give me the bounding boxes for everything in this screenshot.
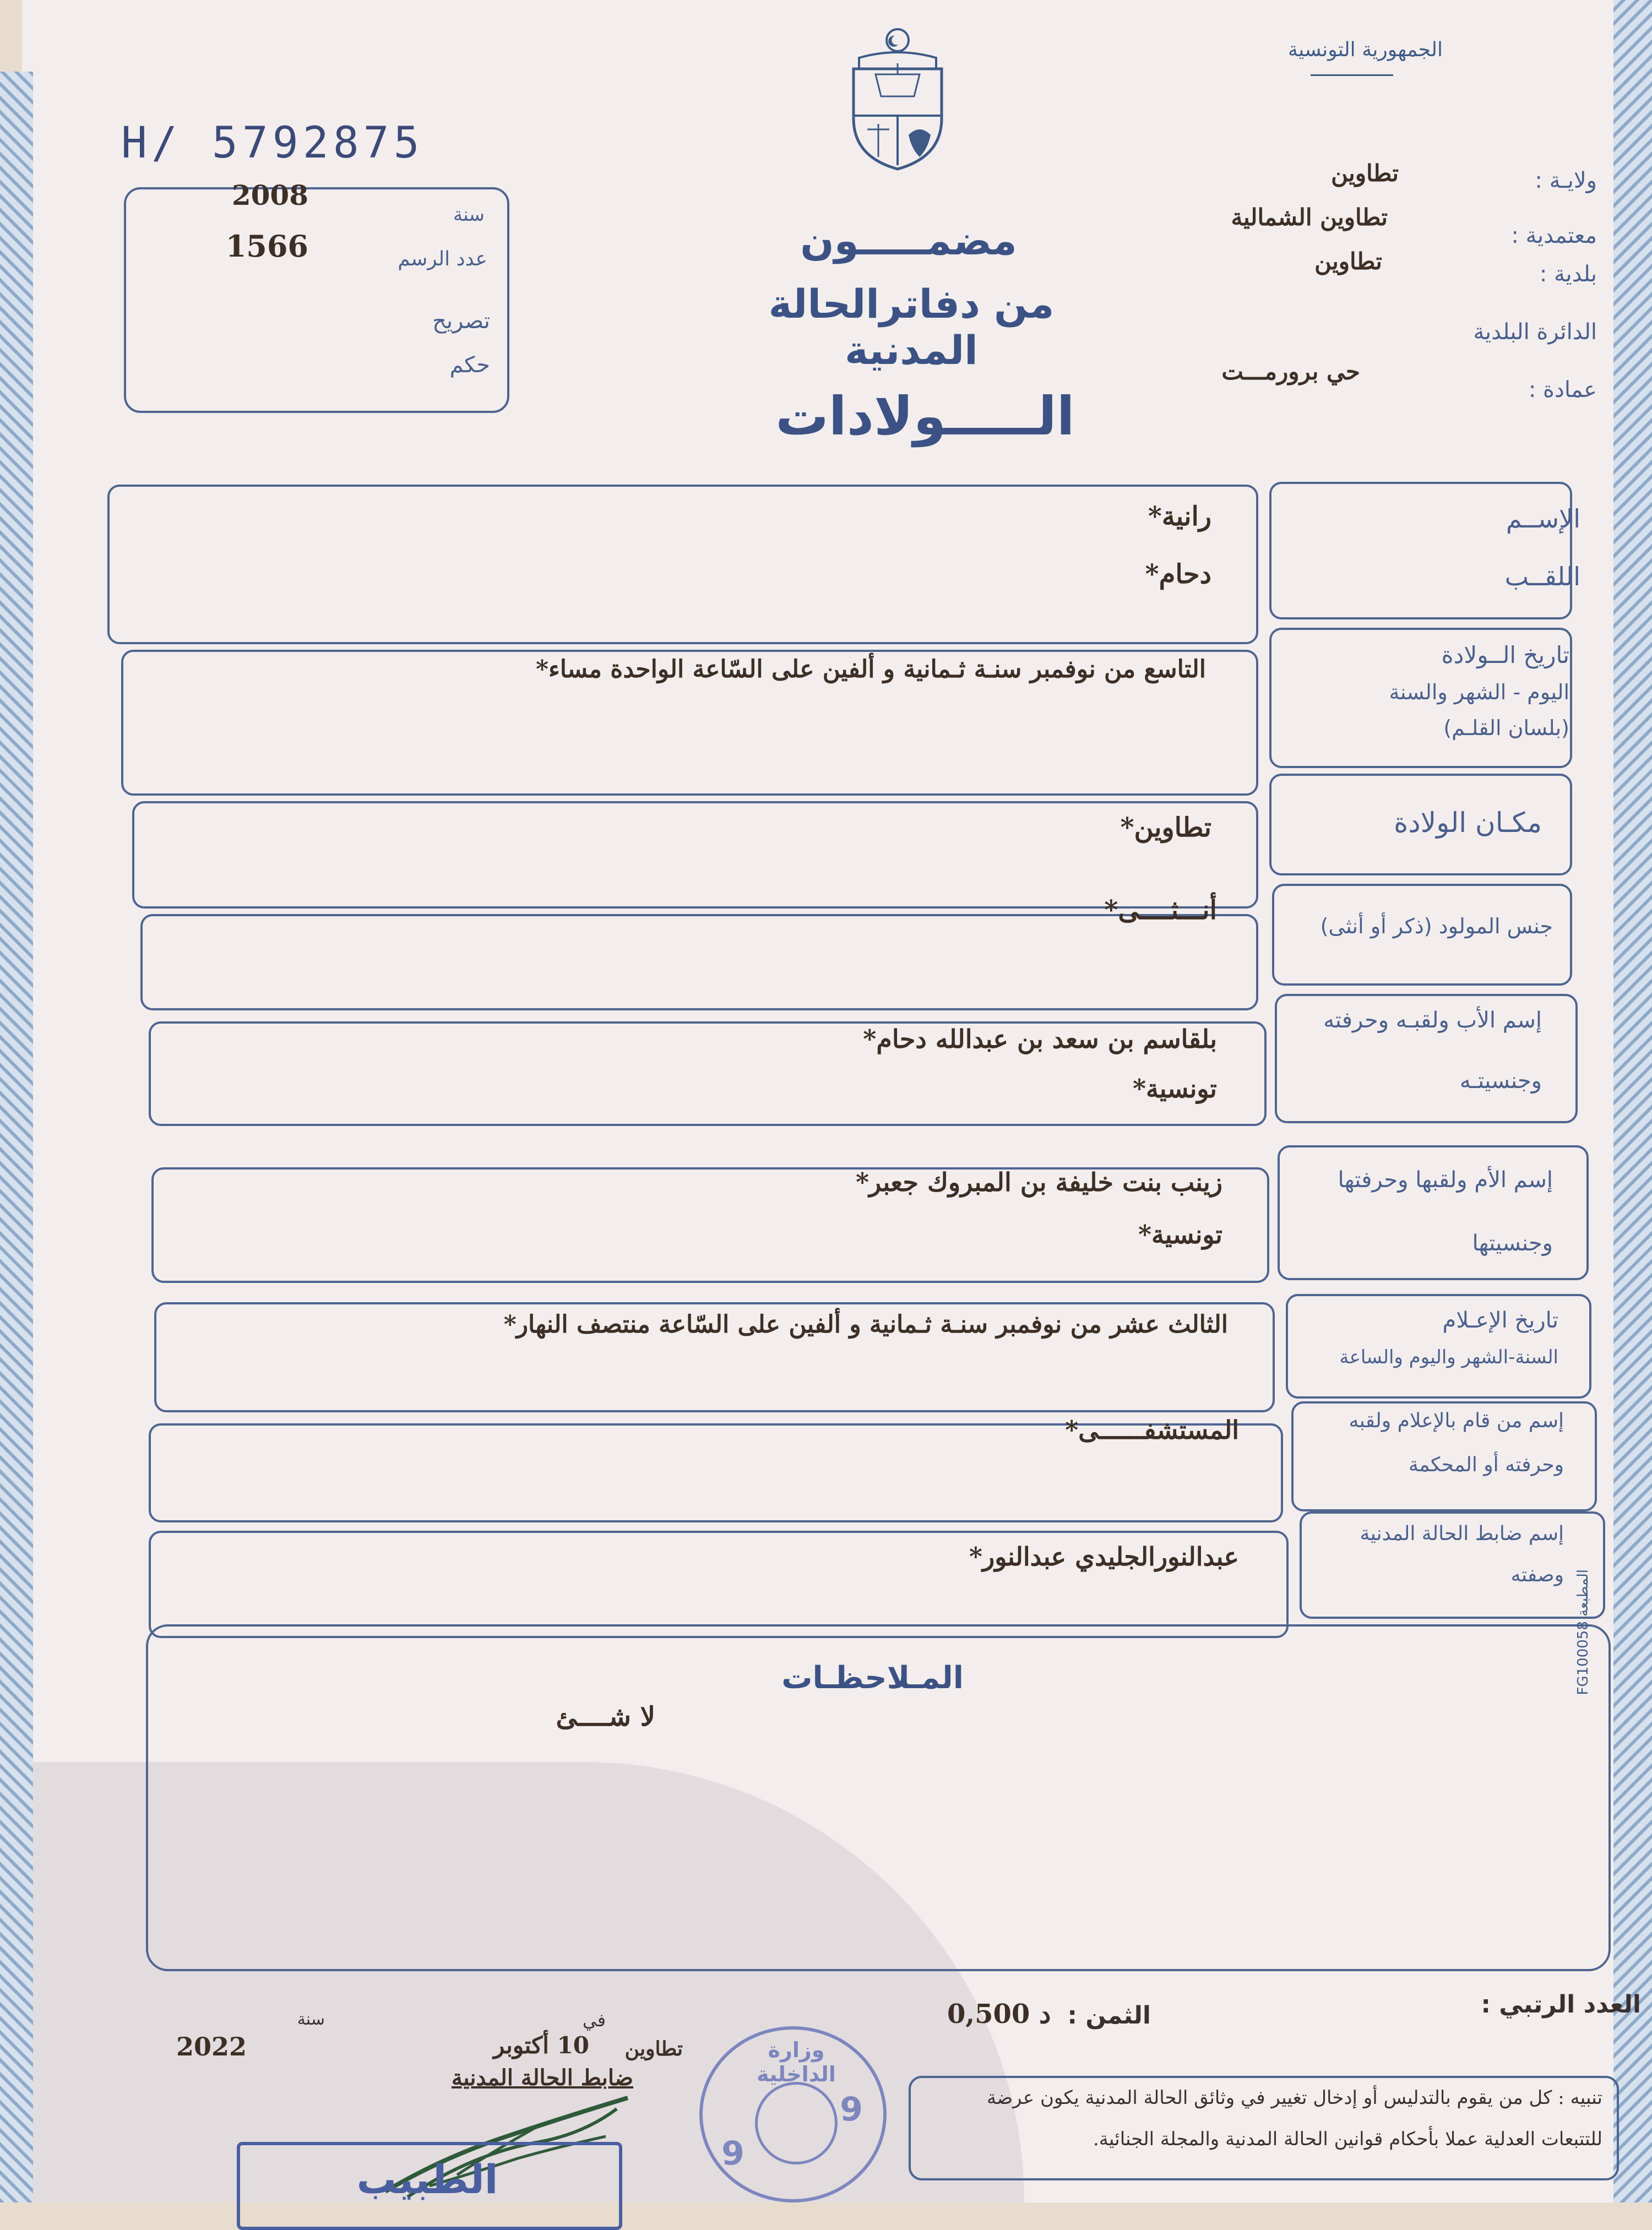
- sex-label: جنس المولود (ذكر أو أنثى): [1320, 914, 1553, 938]
- municipality-label: بلدية :: [1539, 262, 1597, 287]
- remarks-value: لا شــــئ: [556, 1701, 655, 1732]
- declaration-date-label-1: تاريخ الإعـلام: [1442, 1308, 1558, 1333]
- declarant-value: المستشفــــــى*: [1065, 1415, 1239, 1445]
- remarks-title: المـلاحظـات: [781, 1660, 964, 1696]
- bottom-stamp-text: الطبيب: [356, 2156, 498, 2202]
- surname-value: دحام*: [1145, 559, 1211, 590]
- municipality-value: تطاوين: [1314, 248, 1382, 275]
- mother-label-1: إسم الأم ولقبها وحرفتها: [1338, 1167, 1553, 1193]
- title-line-1: مضمـــــون: [800, 217, 1017, 264]
- stamp-number-left: 9: [721, 2134, 745, 2173]
- birthplace-value: تطاوين*: [1120, 812, 1211, 843]
- name-label: الإســم: [1506, 504, 1580, 534]
- stamp-number-right: 9: [840, 2090, 863, 2129]
- officer-label-1: إسم ضابط الحالة المدنية: [1360, 1522, 1564, 1545]
- left-guilloche-border: [0, 72, 33, 2202]
- wilaya-value: تطاوين: [1331, 160, 1399, 187]
- notice-line-2: للتتبعات العدلية عملا بأحكام قوانين الحالة المدنية والمجلة الجنائية.: [1093, 2128, 1602, 2150]
- delegation-label: معتمدية :: [1511, 223, 1597, 248]
- declaration-date-label-2: السنة-الشهر واليوم والساعة: [1339, 1346, 1558, 1368]
- price-label: الثمن :: [1067, 2001, 1151, 2030]
- serial-number-label: العدد الرتبي :: [1481, 1990, 1641, 2019]
- officer-label-2: وصفته: [1510, 1564, 1564, 1586]
- mother-label-box: [1278, 1145, 1589, 1280]
- registry-year-label: سنة: [453, 204, 485, 226]
- birthdate-label-2: اليوم - الشهر والسنة: [1389, 680, 1569, 704]
- mother-value: زينب بنت خليفة بن المبروك جعبر*: [855, 1167, 1222, 1197]
- registry-act-label: عدد الرسم: [398, 248, 487, 270]
- officer-value: عبدالنورالجليدي عبدالنور*: [969, 1542, 1239, 1571]
- title-line-2: من دفاترالحالة المدنية: [768, 281, 1055, 373]
- registry-act-value: 1566: [225, 229, 308, 264]
- sex-value-box: [140, 914, 1258, 1010]
- surname-label: اللقــب: [1504, 562, 1580, 591]
- header-rule: [1311, 74, 1393, 76]
- father-value: بلقاسم بن سعد بن عبدالله دحام*: [863, 1024, 1217, 1054]
- signing-place: تطاوين: [624, 2037, 683, 2060]
- notice-line-1: تنبيه : كل من يقوم بالتدليس أو إدخال تغيير في وثائق الحالة المدنية يكون عرضة: [987, 2087, 1602, 2109]
- declaration-date-value: الثالث عشر من نوفمبر سنـة ثـمانية و ألفين على السّاعة منتصف النهار*: [503, 1310, 1228, 1339]
- registry-judgment-label: حكم: [449, 352, 490, 378]
- stamp-inner-circle: [755, 2082, 838, 2164]
- signing-year: 2022: [176, 2032, 247, 2062]
- omda-label: عمادة :: [1528, 377, 1597, 403]
- birthdate-label-1: تاريخ الــولادة: [1441, 641, 1569, 668]
- omda-value: حي برورمـــت: [1221, 358, 1360, 385]
- printer-reference: المطبعة FG100058: [1575, 1569, 1591, 1695]
- coat-of-arms-icon: [837, 25, 958, 173]
- municipal-circle-label: الدائرة البلدية: [1473, 319, 1597, 345]
- sex-value: أنـــثــــى*: [1104, 895, 1217, 926]
- price-value: 0,500 د: [947, 1999, 1051, 2030]
- certificate-serial: H/ 5792875: [121, 118, 424, 168]
- declarant-label-1: إسم من قام بالإعلام ولقبه: [1349, 1410, 1564, 1432]
- father-label-1: إسم الأب ولقبـه وحرفته: [1323, 1008, 1542, 1033]
- wilaya-label: ولايـة :: [1535, 168, 1597, 193]
- stamp-text: وزارة الداخلية: [757, 2038, 836, 2086]
- declarant-label-2: وحرفته أو المحكمة: [1408, 1454, 1564, 1476]
- father-nationality: تونسية*: [1132, 1074, 1217, 1103]
- delegation-value: تطاوين الشمالية: [1231, 204, 1388, 231]
- section-title: الـــــولادات: [775, 385, 1075, 447]
- year-label: سنة: [297, 2010, 325, 2029]
- republic-header: الجمهورية التونسية: [1287, 39, 1443, 61]
- officer-title: ضابط الحالة المدنية: [451, 2065, 633, 2091]
- name-value: رانية*: [1148, 501, 1211, 532]
- birthdate-value: التاسع من نوفمبر سنـة ثـمانية و ألفين على السّاعة الواحدة مساء*: [536, 655, 1206, 683]
- registry-year-value: 2008: [231, 179, 308, 211]
- birthplace-label: مكـان الولادة: [1394, 807, 1542, 839]
- mother-nationality: تونسية*: [1138, 1220, 1222, 1249]
- official-stamp: [699, 2026, 887, 2202]
- registry-declaration-label: تصريح: [432, 308, 490, 334]
- mother-label-2: وجنسيتها: [1472, 1231, 1553, 1256]
- in-label: في: [583, 2010, 606, 2031]
- birthdate-label-3: (بلسان القلـم): [1443, 716, 1569, 740]
- name-label-box: [1269, 482, 1572, 619]
- bottom-rect-stamp: [237, 2142, 622, 2230]
- signing-date: 10 أكتوبر: [493, 2032, 589, 2059]
- father-label-2: وجنسيتـه: [1459, 1068, 1542, 1094]
- right-guilloche-border: [1613, 0, 1652, 2202]
